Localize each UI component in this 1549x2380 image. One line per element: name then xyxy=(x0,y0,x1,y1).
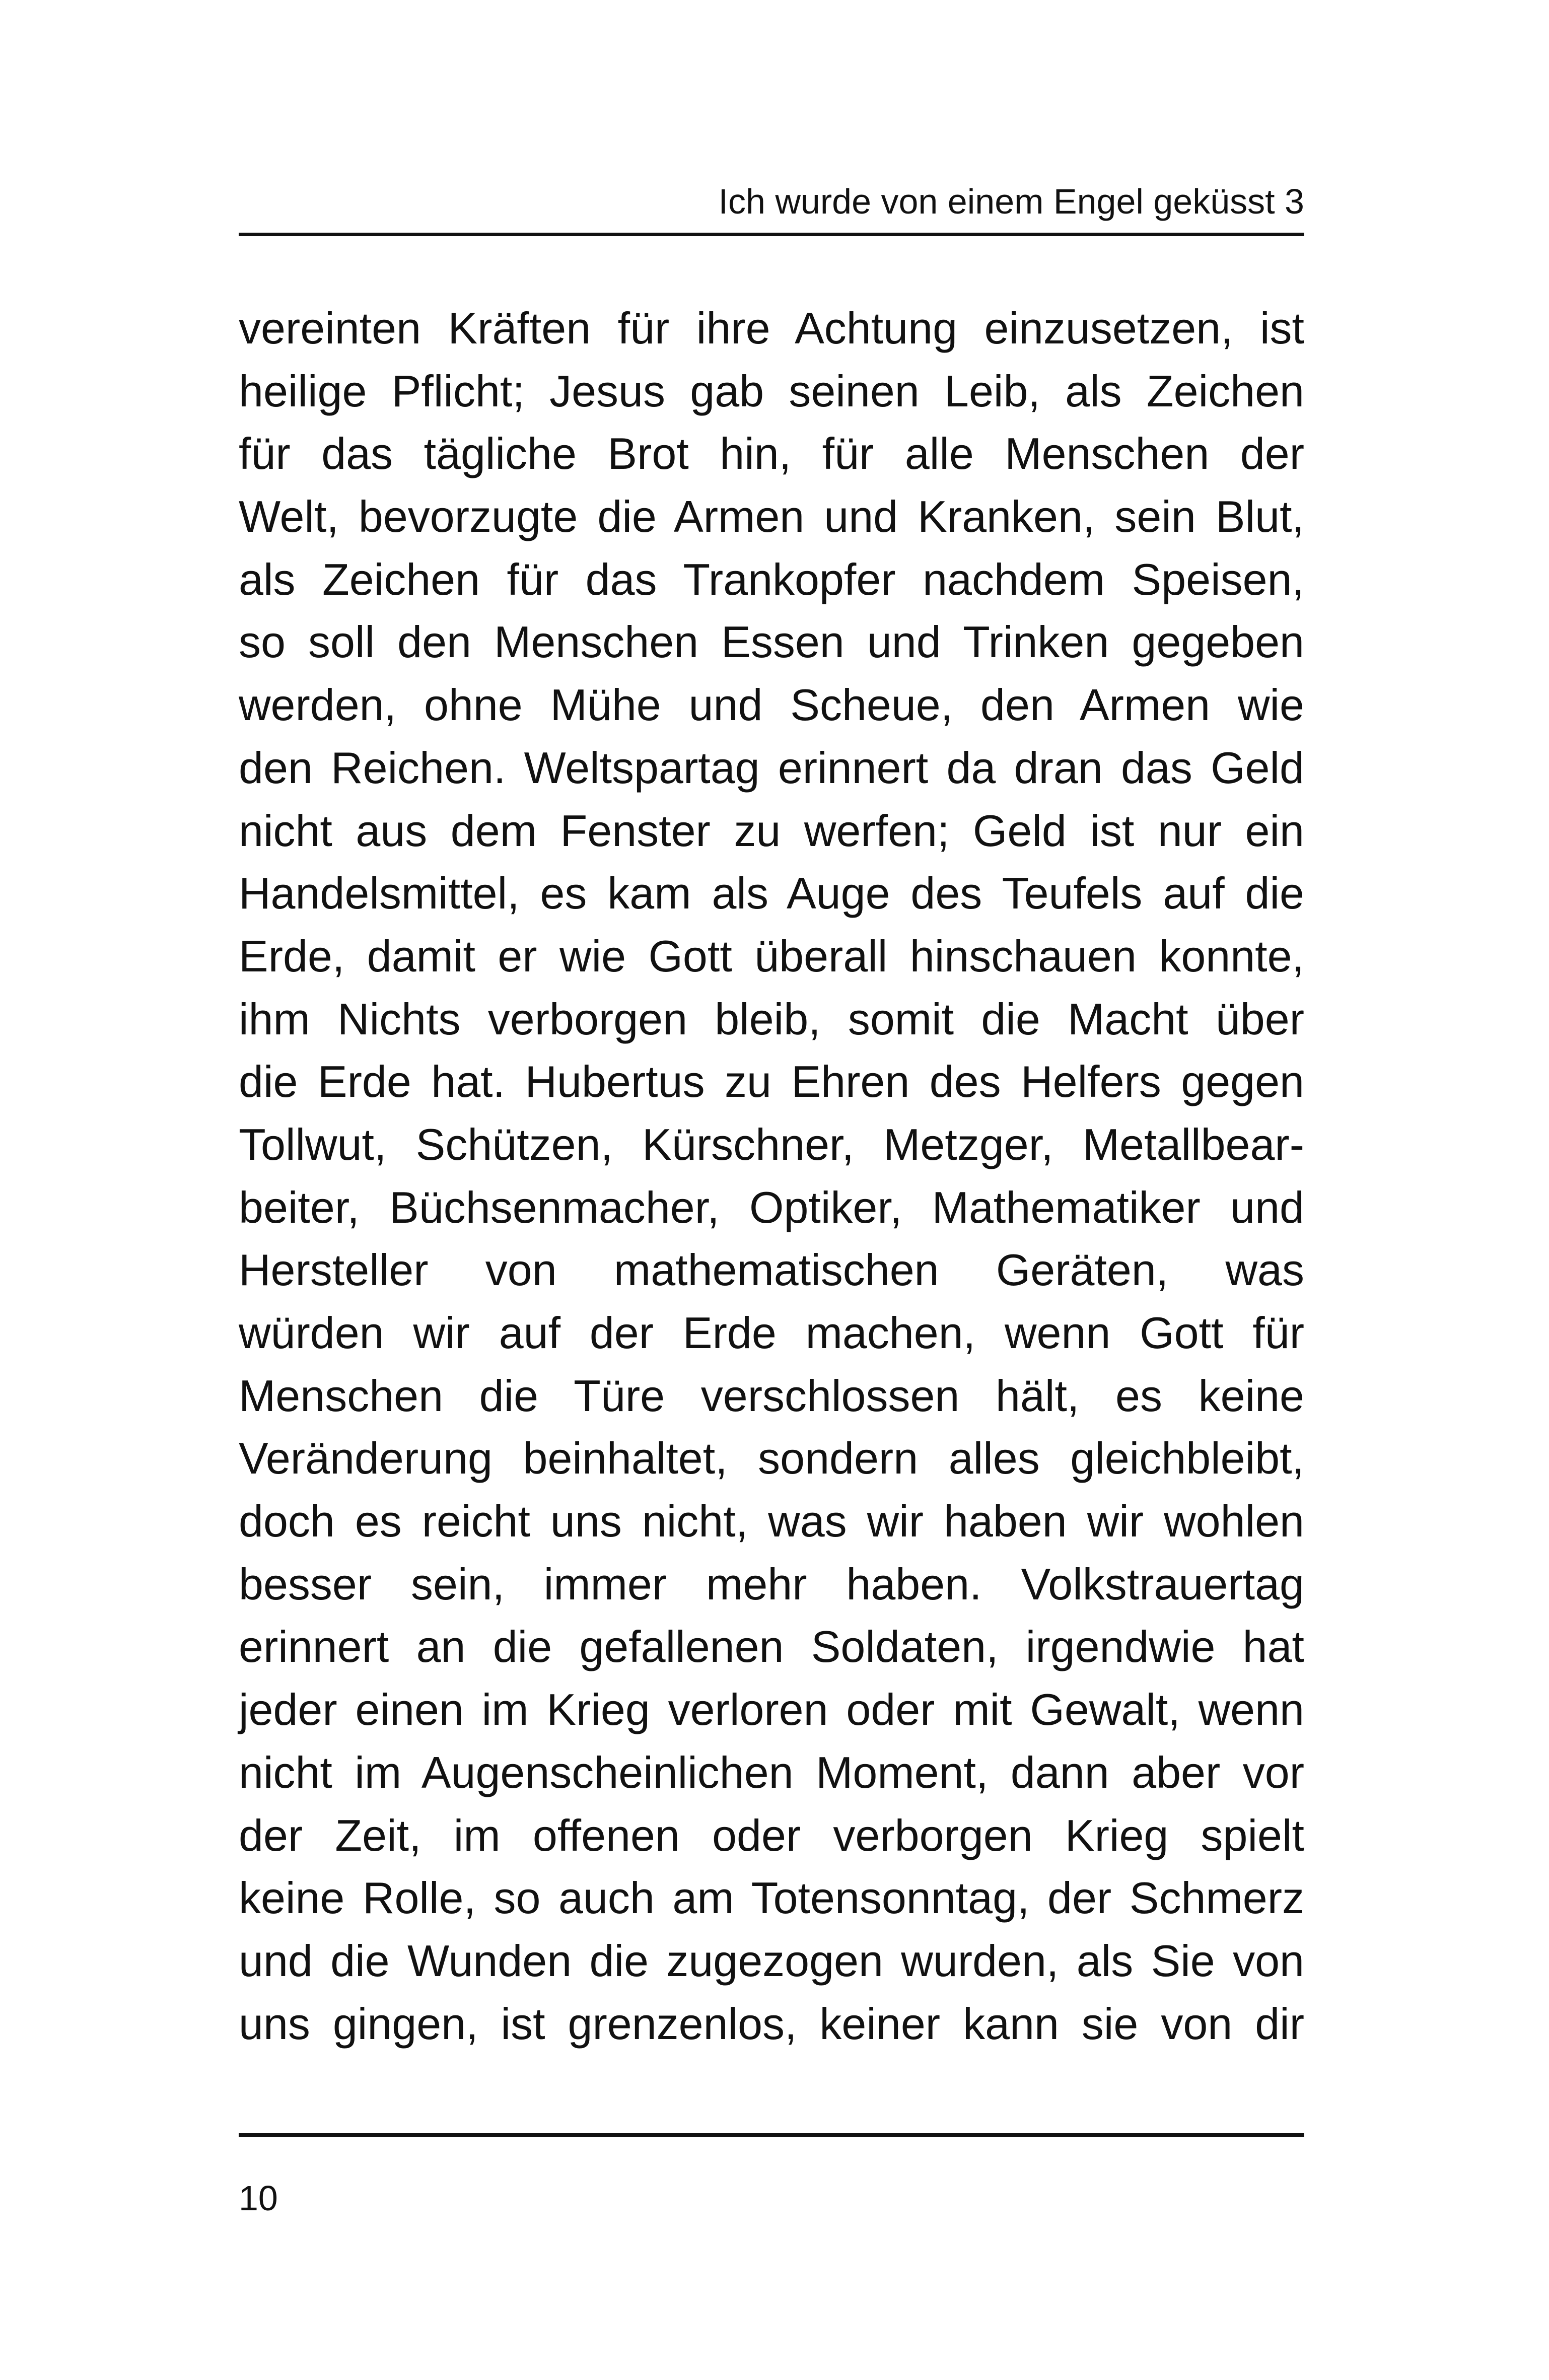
text-line: besser sein, immer mehr haben. Volkstrauertag xyxy=(239,1559,1304,1609)
text-line: beiter, Büchsenmacher, Optiker, Mathematiker und xyxy=(239,1182,1304,1232)
text-line: so soll den Menschen Essen und Trinken gegeben xyxy=(239,617,1304,667)
page-number: 10 xyxy=(239,2179,278,2218)
text-line: als Zeichen für das Trankopfer nachdem Speisen, xyxy=(239,554,1304,604)
text-line: erinnert an die gefallenen Soldaten, irgendwie hat xyxy=(239,1622,1304,1672)
text-line: heilige Pflicht; Jesus gab seinen Leib, als Zeichen xyxy=(239,366,1304,416)
text-line: Handelsmittel, es kam als Auge des Teufels auf die xyxy=(239,868,1304,919)
text-line: werden, ohne Mühe und Scheue, den Armen wie xyxy=(239,680,1304,730)
body-text xyxy=(239,297,1304,2055)
text-line: uns gingen, ist grenzenlos, keiner kann sie von dir xyxy=(239,1998,1304,2049)
header-rule xyxy=(239,233,1304,236)
text-line: den Reichen. Weltspartag erinnert da dran das Geld xyxy=(239,742,1304,793)
text-line: die Erde hat. Hubertus zu Ehren des Helfers gegen xyxy=(239,1057,1304,1107)
text-line: vereinten Kräften für ihre Achtung einzusetzen, ist xyxy=(239,303,1304,353)
running-header: Ich wurde von einem Engel geküsst 3 xyxy=(718,182,1304,221)
text-line: ihm Nichts verborgen bleib, somit die Macht über xyxy=(239,994,1304,1044)
text-line: jeder einen im Krieg verloren oder mit Gewalt, wenn xyxy=(239,1685,1304,1735)
text-line: würden wir auf der Erde machen, wenn Gott für xyxy=(239,1308,1304,1358)
text-line: Hersteller von mathematischen Geräten, was xyxy=(239,1245,1304,1295)
text-line: nicht im Augenscheinlichen Moment, dann aber vor xyxy=(239,1747,1304,1797)
text-line: nicht aus dem Fenster zu werfen; Geld ist nur ein xyxy=(239,805,1304,856)
text-line: keine Rolle, so auch am Totensonntag, der Schmerz xyxy=(239,1873,1304,1923)
text-line: Erde, damit er wie Gott überall hinschauen konnte, xyxy=(239,931,1304,981)
text-line: Tollwut, Schützen, Kürschner, Metzger, Metallbear- xyxy=(239,1119,1304,1169)
text-line: Menschen die Türe verschlossen hält, es keine xyxy=(239,1370,1304,1421)
text-line: der Zeit, im offenen oder verborgen Krieg spielt xyxy=(239,1810,1304,1860)
text-line: für das tägliche Brot hin, für alle Menschen der xyxy=(239,429,1304,479)
footer-rule xyxy=(239,2133,1304,2137)
text-line: Veränderung beinhaltet, sondern alles gleichbleibt, xyxy=(239,1433,1304,1484)
text-line: Welt, bevorzugte die Armen und Kranken, sein Blut, xyxy=(239,492,1304,542)
text-line: und die Wunden die zugezogen wurden, als Sie von xyxy=(239,1935,1304,1986)
text-line: doch es reicht uns nicht, was wir haben wir wohlen xyxy=(239,1496,1304,1547)
